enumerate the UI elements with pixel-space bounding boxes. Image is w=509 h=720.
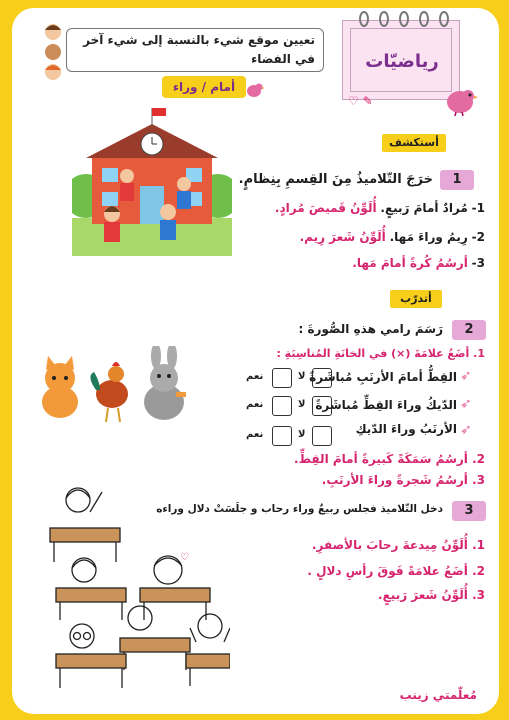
classroom-task-1: 1. أُلَوِّنُ مِيدعةَ رحابَ بالأصفرِ. [311,538,485,552]
lesson-title-line2: في الفضاء [251,52,315,66]
explore-item-2 [300,230,485,244]
no-label: لا [298,399,306,410]
small-bird-icon [244,80,264,98]
classroom-number-badge: 3 [452,501,486,521]
no-label: لا [298,371,306,382]
binder-rings-icon [354,10,454,28]
explore-item-1 [275,201,485,215]
yes-label: نعم [246,399,264,410]
practice-intro: رَسَمَ رامي هذهِ الصُّورةَ : [298,322,443,336]
animals-illustration [34,346,194,424]
explore-item-2-statement: رِيمُ وراءَ مَها. [389,230,468,244]
school-illustration [72,106,232,256]
no-label: لا [298,429,306,440]
classroom-task-2: 2. أضَعُ علامَةً فَوقَ رأسِ دلالٍ . [307,564,485,578]
explore-item-1-statement: مُرادٌ أمامَ رَبيعٍ. [380,201,468,215]
no-checkbox[interactable] [312,426,332,446]
practice-task-2: 2. أرسُمُ سَمَكَةً كَبيرةً أمامَ القِطِّ. [294,452,485,466]
practice-row-2-text: الدّيكُ وراءَ القِطِّ مُباشَرةً [315,398,457,412]
lesson-tag-label: أمام / وراء [172,80,236,94]
lesson-title-box [66,28,324,72]
yes-label: نعم [246,429,264,440]
yes-checkbox[interactable] [272,396,292,416]
subject-title: رياضيّات [365,51,439,72]
classroom-task-3: 3. أُلَوِّنُ شَعرَ رَبيعٍ. [378,588,485,602]
explore-item-1-index: 1- [471,201,485,215]
yes-checkbox[interactable] [272,426,292,446]
pink-bird-icon: ➶ [460,368,472,384]
explore-intro: خرَجَ التّلاميذُ مِنَ القِسمِ بِنِظامٍ. [238,172,433,187]
pink-bird-icon: ➶ [460,396,472,412]
practice-section-tag: أتدرّب [390,290,442,308]
explore-number-badge: 1 [440,170,474,190]
explore-item-1-task: أُلَوِّنُ قَميصَ مُرادٍ. [274,201,377,215]
explore-section-tag: أستكشف [382,134,446,152]
explore-item-2-index: 2- [471,230,485,244]
lesson-title-line1: تعيين موقع شيء بالنسبة إلى شيء آخر [83,33,315,47]
practice-row-3-text: الأرنَبُ وراءَ الدّيكِ [355,422,457,436]
yes-label: نعم [246,371,264,382]
explore-item-3-index: 3- [471,256,485,270]
heart-doodles-icon: ♡ ✎ [348,94,373,108]
lesson-tag [162,76,246,98]
classroom-illustration [30,478,230,703]
worksheet-page [12,8,499,714]
pink-bird-icon: ➶ [460,422,472,438]
practice-instruction: 1. أضَعُ علامَةَ (×) في الخانَةِ المُناسِبَةِ : [276,347,485,360]
explore-item-3-task: أرسُمُ كُرةً أمامَ مَها. [352,256,468,270]
classroom-intro: دخل التّلاميذ فجلس ربيعٌ وراء رحاب و جلَسَتْ دلال وراءه [156,503,443,515]
practice-number-badge: 2 [452,320,486,340]
svg-text:♡: ♡ [180,552,189,563]
practice-row-1-text: القِطُّ أمامَ الأرنَبِ مُباشَرةً [309,370,457,384]
pink-bird-icon [442,84,478,116]
explore-item-3 [352,256,485,270]
practice-task-3: 3. أرسُمُ شَجرةً وراءَ الأرنَبِ. [321,473,485,487]
explore-item-2-task: أُلَوِّنُ شَعرَ رِيم. [299,230,386,244]
teacher-signature: مُعلّمتي زينب [399,688,477,702]
yes-checkbox[interactable] [272,368,292,388]
kids-border-icon [40,22,66,84]
